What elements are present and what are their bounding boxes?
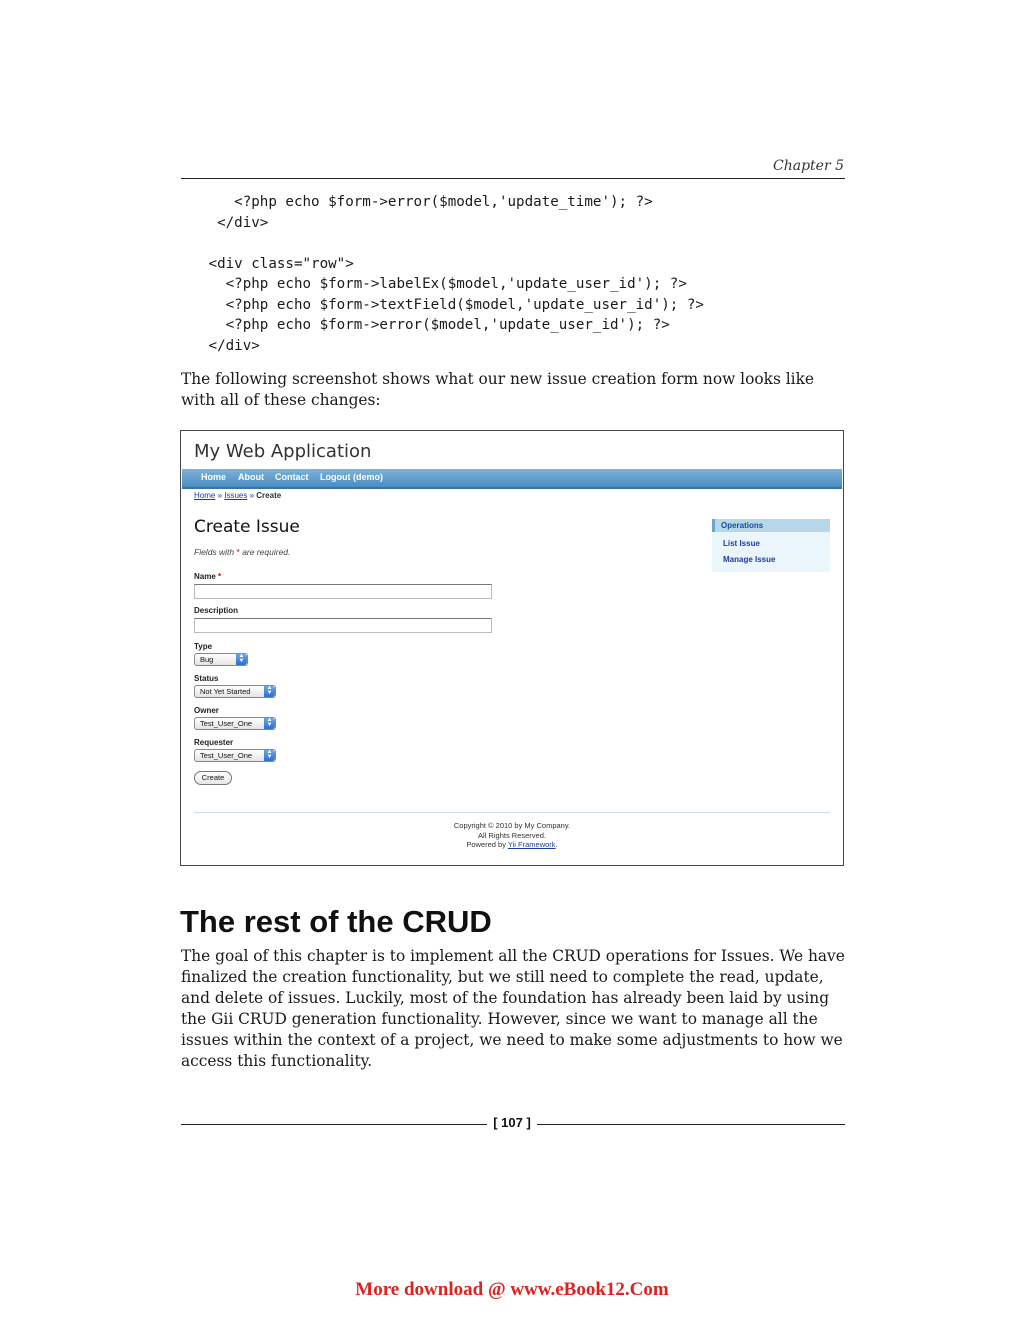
app-title: My Web Application: [194, 441, 372, 462]
page-number: [ 107 ]: [493, 1115, 531, 1130]
description-label: Description: [194, 606, 239, 615]
status-select-value: Not Yet Started: [200, 687, 251, 696]
name-label: [194, 572, 221, 581]
description-input[interactable]: [194, 618, 492, 633]
footer-divider: [194, 812, 830, 813]
breadcrumb-current: Create: [256, 491, 282, 500]
app-footer: [181, 821, 843, 850]
menu-logout[interactable]: Logout (demo): [320, 472, 383, 482]
footer-copyright: Copyright © 2010 by My Company.: [453, 821, 571, 830]
yii-framework-link[interactable]: Yii Framework: [507, 840, 556, 849]
requester-label: Requester: [194, 738, 234, 747]
header-rule: [181, 178, 845, 179]
code-line: <?php echo $form->textField($model,'update_user_id'); ?>: [200, 296, 704, 313]
footer-powered: [181, 840, 843, 850]
required-note-text: Fields with: [194, 547, 237, 557]
create-button[interactable]: Create: [194, 771, 232, 785]
menu-contact[interactable]: Contact: [275, 472, 309, 482]
owner-label: Owner: [194, 706, 219, 715]
menu-about[interactable]: About: [238, 472, 264, 482]
name-input[interactable]: [194, 584, 492, 599]
section-paragraph: The goal of this chapter is to implement all the CRUD operations for Issues. We have finalized the creation functionality, but we still need to complete the read, update, and delete of issues. Luckily, most of the foundation has already been laid by using the Gii CRUD generation functionality. However, since we want to manage all the issues within the context of a project, we need to make some adjustments to how we access this functionality.: [181, 947, 845, 1070]
type-select[interactable]: [194, 653, 248, 666]
code-block: [200, 192, 704, 356]
code-line: <?php echo $form->error($model,'update_user_id'); ?>: [200, 317, 670, 333]
footer-rule-left: [181, 1124, 487, 1125]
chapter-label: Chapter 5: [773, 158, 844, 174]
requester-select-value: Test_User_One: [200, 751, 253, 760]
select-arrows-icon: ▲ ▼: [264, 686, 275, 697]
type-label: Type: [194, 642, 213, 651]
footer-powered-text: .: [555, 840, 558, 849]
status-label: Status: [194, 674, 219, 683]
operations-title: Operations: [712, 519, 830, 532]
name-label-text: Name: [194, 572, 216, 581]
operations-portlet: [712, 519, 830, 572]
code-line: </div>: [200, 214, 269, 231]
select-arrows-icon: ▲ ▼: [264, 750, 275, 761]
menu-home[interactable]: Home: [201, 472, 227, 482]
required-note: [194, 547, 290, 557]
owner-select[interactable]: [194, 717, 276, 730]
footer-powered-text: Powered by: [466, 840, 508, 849]
status-select[interactable]: [194, 685, 276, 698]
download-banner: More download @ www.eBook12.Com: [355, 1279, 669, 1300]
intro-paragraph: The following screenshot shows what our new issue creation form now looks like with all of these changes:: [181, 370, 815, 409]
section-title: The rest of the CRUD: [180, 904, 492, 939]
breadcrumb-home[interactable]: Home: [194, 491, 216, 500]
app-screenshot: [180, 430, 844, 866]
code-line: <div class="row">: [200, 255, 354, 272]
breadcrumb-separator: »: [247, 491, 257, 500]
breadcrumb-issues[interactable]: Issues: [224, 491, 248, 500]
list-issue-link[interactable]: List Issue: [723, 539, 760, 548]
code-line: <?php echo $form->error($model,'update_time'); ?>: [200, 194, 653, 210]
requester-select[interactable]: [194, 749, 276, 762]
code-line: <?php echo $form->labelEx($model,'update_user_id'); ?>: [200, 276, 687, 292]
required-note-text: are required.: [239, 547, 291, 557]
type-select-value: Bug: [200, 655, 214, 664]
select-arrows-icon: ▲ ▼: [236, 654, 247, 665]
required-star: *: [236, 547, 240, 557]
breadcrumb-separator: »: [215, 491, 225, 500]
main-menu: [182, 469, 842, 489]
form-heading: Create Issue: [194, 517, 300, 537]
select-arrows-icon: ▲ ▼: [264, 718, 275, 729]
footer-rule-right: [537, 1124, 845, 1125]
breadcrumb: [194, 491, 281, 500]
required-star: *: [218, 572, 222, 581]
footer-rights: All Rights Reserved.: [478, 830, 546, 840]
owner-select-value: Test_User_One: [200, 719, 253, 728]
code-line: </div>: [200, 337, 260, 354]
manage-issue-link[interactable]: Manage Issue: [723, 555, 776, 564]
